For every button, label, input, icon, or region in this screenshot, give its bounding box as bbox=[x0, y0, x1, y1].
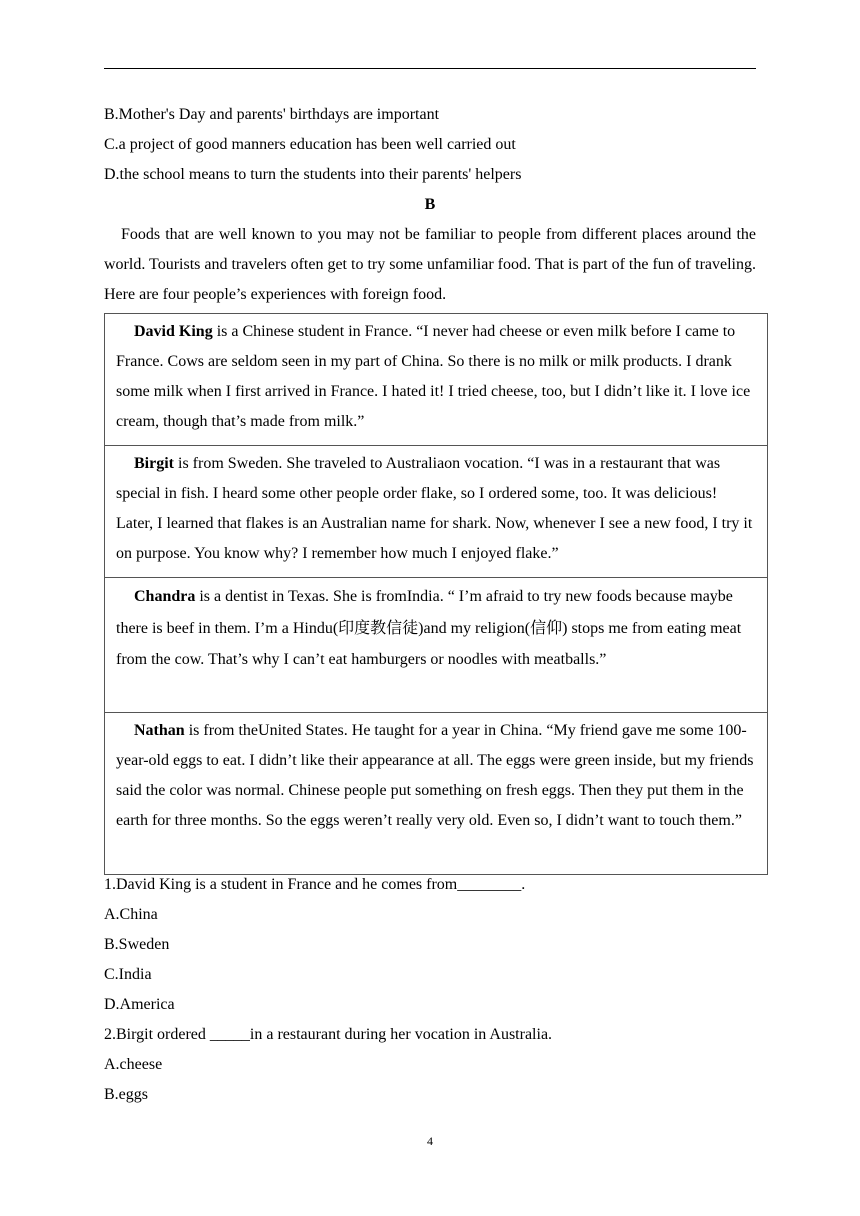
person-cell-david bbox=[105, 314, 767, 446]
person-cell-birgit bbox=[105, 446, 767, 578]
intro-paragraph: Foods that are well known to you may not be familiar to people from different places around the world. Tourists and travelers often get to try some unfamiliar food. That is part of the fun of traveling. Here are four people’s experiences with foreign food. bbox=[104, 226, 756, 303]
prev-option-d: D.the school means to turn the students into their parents' helpers bbox=[104, 166, 522, 183]
person-cell-nathan bbox=[105, 713, 767, 874]
question-1-option-a: A.China bbox=[104, 906, 158, 923]
question-1-option-b: B.Sweden bbox=[104, 936, 170, 953]
question-1-stem: 1.David King is a student in France and he comes from________. bbox=[104, 876, 526, 893]
question-2-option-a: A.cheese bbox=[104, 1056, 163, 1073]
question-2-stem: 2.Birgit ordered _____in a restaurant during her vocation in Australia. bbox=[104, 1026, 553, 1043]
person-name: David King bbox=[134, 323, 213, 340]
prev-option-c: C.a project of good manners education has been well carried out bbox=[104, 136, 516, 153]
question-1-option-c: C.India bbox=[104, 966, 152, 983]
person-name: Chandra bbox=[134, 588, 196, 605]
person-cell-chandra bbox=[105, 578, 767, 713]
question-1-option-d: D.America bbox=[104, 996, 175, 1013]
person-name: Nathan bbox=[134, 722, 185, 739]
person-text: is from theUnited States. He taught for a year in China. “My friend gave me some 100-year-old eggs to eat. I didn’t like their appearance at all. The eggs were green inside, but my friends said the color was normal. Chinese people put something on fresh eggs. Then they put them in the earth for three months. So the eggs weren’t really very old. Even so, I didn’t want to touch them.” bbox=[116, 722, 754, 829]
prev-option-b: B.Mother's Day and parents' birthdays are important bbox=[104, 106, 440, 123]
question-2-option-b: B.eggs bbox=[104, 1086, 148, 1103]
header-rule bbox=[104, 68, 756, 69]
page-number: 4 bbox=[427, 1134, 433, 1148]
person-name: Birgit bbox=[134, 455, 174, 472]
person-text: is a dentist in Texas. She is fromIndia. “ I’m afraid to try new foods because maybe there is beef in them. I’m a Hindu(印度教信徒)and my religion(信仰) stops me from eating meat from the cow. That’s why I can’t eat hamburgers or noodles with meatballs.” bbox=[116, 588, 742, 668]
person-text: is from Sweden. She traveled to Australiaon vocation. “I was in a restaurant that was special in fish. I heard some other people order flake, so I ordered some, too. It was delicious! Later, I learned that flakes is an Australian name for shark. Now, whenever I see a new food, I try it on purpose. You know why? I remember how much I enjoyed flake.” bbox=[116, 455, 753, 562]
experiences-table bbox=[104, 313, 768, 875]
person-text: is a Chinese student in France. “I never had cheese or even milk before I came to France. Cows are seldom seen in my part of China. So there is no milk or milk products. I drank some milk when I first arrived in France. I hated it! I tried cheese, too, but I didn’t like it. I love ice cream, though that’s made from milk.” bbox=[116, 323, 751, 430]
section-heading: B bbox=[424, 196, 436, 213]
